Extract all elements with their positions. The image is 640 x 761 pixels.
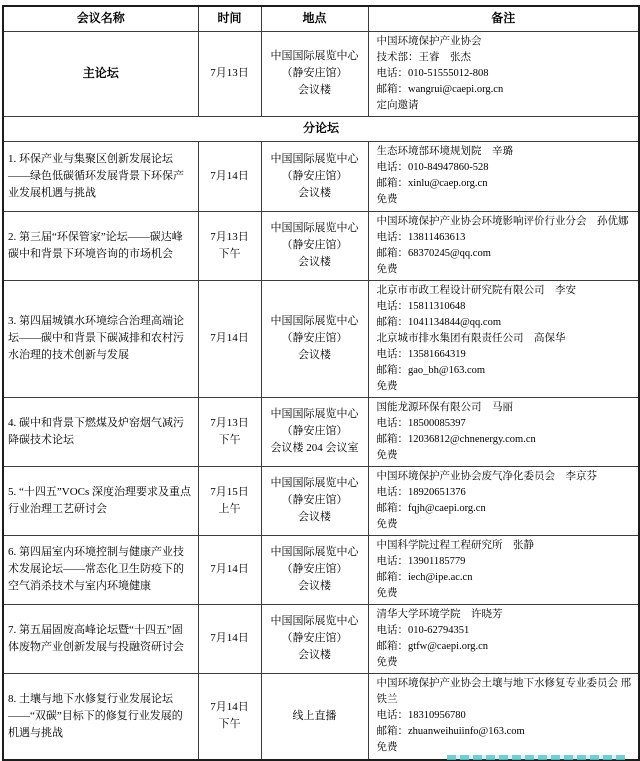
location-line: （静安庄馆） bbox=[281, 425, 348, 437]
cell-forum-name: 3. 第四届城镇水环境综合治理高端论坛——碳中和背景下碳减排和农村污水治理的技术创新与发展 bbox=[3, 280, 198, 397]
cell-location bbox=[261, 141, 368, 211]
remark-line: 邮箱：iech@ipe.ac.cn bbox=[376, 571, 473, 583]
remark-line: 清华大学环境学院 许晓芳 bbox=[376, 608, 503, 620]
cell-time bbox=[198, 141, 261, 211]
cell-remarks bbox=[368, 397, 639, 466]
remark-line: 邮箱：wangrui@caepi.org.cn bbox=[376, 83, 504, 95]
cell-location bbox=[261, 466, 368, 535]
location-line: 会议楼 bbox=[298, 256, 331, 268]
cell-forum-name: 8. 土壤与地下水修复行业发展论坛——“双碳”目标下的修复行业发展的机遇与挑战 bbox=[3, 673, 198, 760]
cell-location bbox=[261, 397, 368, 466]
remark-line: 电话：18920651376 bbox=[376, 486, 466, 498]
location-line: 中国国际展览中心 bbox=[270, 615, 359, 627]
time-line: 下午 bbox=[218, 433, 241, 446]
location-line: 会议楼 bbox=[298, 649, 331, 661]
remark-line: 国能龙源环保有限公司 马丽 bbox=[376, 401, 513, 413]
location-line: 中国国际展览中心 bbox=[270, 315, 359, 327]
remark-line: 电话：010-62794351 bbox=[376, 624, 470, 636]
location-line: 中国国际展览中心 bbox=[270, 408, 359, 420]
time-line: 7月13日 bbox=[210, 67, 249, 79]
remark-line: 电话：13901185779 bbox=[376, 555, 466, 567]
cell-remarks bbox=[368, 211, 639, 280]
table-row bbox=[3, 673, 639, 760]
cell-forum-name: 6. 第四届室内环境控制与健康产业技术发展论坛——常态化卫生防疫下的空气消杀技术与室内环境健康 bbox=[3, 535, 198, 604]
cell-remarks bbox=[368, 535, 639, 604]
table-row bbox=[3, 466, 639, 535]
remark-line: 中国环境保护产业协会环境影响评价行业分会 孙优娜 bbox=[376, 215, 629, 227]
cell-time bbox=[198, 31, 261, 116]
location-line: （静安庄馆） bbox=[281, 67, 348, 79]
location-line: 中国国际展览中心 bbox=[270, 222, 359, 234]
location-line: 会议楼 bbox=[298, 580, 331, 592]
cell-time bbox=[198, 673, 261, 760]
table-row bbox=[3, 604, 639, 673]
location-line: （静安庄馆） bbox=[281, 332, 348, 344]
table-header-row bbox=[3, 6, 639, 31]
time-line: 7月13日 bbox=[210, 230, 249, 243]
location-line: （静安庄馆） bbox=[281, 239, 348, 251]
remark-line: 电话：13581664319 bbox=[376, 348, 466, 360]
remark-line: 中国环境保护产业协会 bbox=[376, 35, 482, 47]
table-row bbox=[3, 211, 639, 280]
cell-forum-name: 2. 第三届“环保管家”论坛——碳达峰碳中和背景下环境咨询的市场机会 bbox=[3, 211, 198, 280]
cell-location bbox=[261, 535, 368, 604]
remark-line: 中国环境保护产业协会废气净化委员会 李京芬 bbox=[376, 470, 597, 482]
time-line: 上午 bbox=[218, 502, 241, 515]
time-line: 7月14日 bbox=[210, 169, 249, 182]
cell-forum-name: 5. “十四五”VOCs 深度治理要求及重点行业治理工艺研讨会 bbox=[3, 466, 198, 535]
cell-forum-name: 主论坛 bbox=[3, 31, 198, 116]
table-row bbox=[3, 141, 639, 211]
header-cell-location: 地点 bbox=[261, 6, 368, 31]
cell-location bbox=[261, 211, 368, 280]
remark-line: 免费 bbox=[376, 263, 398, 275]
remark-line: 电话：13811463613 bbox=[376, 231, 466, 243]
time-line: 7月14日 bbox=[210, 701, 249, 714]
remark-line: 邮箱：12036812@chnenergy.com.cn bbox=[376, 433, 536, 445]
remark-line: 电话：15811310648 bbox=[376, 300, 466, 312]
remark-line: 中国科学院过程工程研究所 张静 bbox=[376, 539, 534, 551]
location-line: 线上直播 bbox=[292, 709, 337, 722]
cell-remarks bbox=[368, 280, 639, 397]
remark-line: 生态环境部环境规划院 辛璐 bbox=[376, 146, 513, 157]
remark-line: 免费 bbox=[376, 449, 398, 461]
cell-location bbox=[261, 31, 368, 116]
remark-line: 邮箱：zhuanweihuiinfo@163.com bbox=[376, 726, 525, 738]
location-line: （静安庄馆） bbox=[281, 494, 348, 506]
remark-line: 电话：010-84947860-528 bbox=[376, 162, 489, 173]
remark-line: 电话：18500085397 bbox=[376, 417, 466, 429]
cell-remarks bbox=[368, 604, 639, 673]
cell-forum-name: 7. 第五届固废高峰论坛暨“十四五”固体废物产业创新发展与投融资研讨会 bbox=[3, 604, 198, 673]
table-row bbox=[3, 397, 639, 466]
cell-time bbox=[198, 535, 261, 604]
cell-time bbox=[198, 466, 261, 535]
remark-line: 定向邀请 bbox=[376, 99, 419, 111]
time-line: 7月13日 bbox=[210, 416, 249, 429]
cell-location bbox=[261, 280, 368, 397]
cell-location bbox=[261, 604, 368, 673]
remark-line: 技术部：王睿 张杰 bbox=[376, 51, 471, 63]
cell-time bbox=[198, 604, 261, 673]
cell-location bbox=[261, 673, 368, 760]
location-line: 中国国际展览中心 bbox=[270, 50, 359, 62]
time-line: 下午 bbox=[218, 718, 241, 731]
location-line: 会议楼 bbox=[298, 511, 331, 523]
remark-line: 北京市市政工程设计研究院有限公司 李安 bbox=[376, 284, 576, 296]
cell-remarks bbox=[368, 673, 639, 760]
remark-line: 电话：010-51555012-808 bbox=[376, 67, 489, 79]
location-line: （静安庄馆） bbox=[281, 169, 348, 182]
table-row bbox=[3, 535, 639, 604]
remark-line: 邮箱：fqjh@caepi.org.cn bbox=[376, 502, 486, 514]
time-line: 7月14日 bbox=[210, 632, 249, 644]
remark-line: 中国环境保护产业协会土壤与地下水修复专业委员会 邢铁兰 bbox=[376, 678, 632, 706]
remark-line: 邮箱：68370245@qq.com bbox=[376, 247, 491, 259]
header-cell-remarks: 备注 bbox=[368, 6, 639, 31]
remark-line: 免费 bbox=[376, 742, 398, 754]
section-label: 分论坛 bbox=[3, 116, 639, 141]
remark-line: 免费 bbox=[376, 656, 398, 668]
remark-line: 邮箱：1041134844@qq.com bbox=[376, 316, 501, 328]
remark-line: 免费 bbox=[376, 518, 398, 530]
table-row bbox=[3, 280, 639, 397]
location-line: 中国国际展览中心 bbox=[270, 477, 359, 489]
cell-time bbox=[198, 211, 261, 280]
location-line: 中国国际展览中心 bbox=[270, 152, 359, 165]
remark-line: 免费 bbox=[376, 380, 398, 392]
location-line: 会议楼 bbox=[298, 186, 331, 199]
remark-line: 北京城市排水集团有限责任公司 高保华 bbox=[376, 332, 566, 344]
cell-time bbox=[198, 397, 261, 466]
location-line: （静安庄馆） bbox=[281, 563, 348, 575]
location-line: 中国国际展览中心 bbox=[270, 546, 359, 558]
section-row bbox=[3, 116, 639, 141]
cell-forum-name: 4. 碳中和背景下燃煤及炉窑烟气减污降碳技术论坛 bbox=[3, 397, 198, 466]
remark-line: 免费 bbox=[376, 587, 398, 599]
cell-remarks bbox=[368, 31, 639, 116]
header-cell-meeting-name: 会议名称 bbox=[3, 6, 198, 31]
watermark-cropped-text bbox=[447, 755, 625, 760]
table-row-main-forum bbox=[3, 31, 639, 116]
remark-line: 邮箱：xinlu@caep.org.cn bbox=[376, 178, 488, 189]
location-line: 会议楼 204 会议室 bbox=[270, 442, 359, 454]
remark-line: 邮箱：gao_bh@163.com bbox=[376, 364, 486, 376]
time-line: 7月14日 bbox=[210, 563, 249, 575]
remark-line: 邮箱：gtfw@caepi.org.cn bbox=[376, 640, 489, 652]
cell-forum-name: 1. 环保产业与集聚区创新发展论坛——绿色低碳循环发展背景下环保产业发展机遇与挑战 bbox=[3, 141, 198, 211]
location-line: 会议楼 bbox=[298, 349, 331, 361]
remark-line: 免费 bbox=[376, 194, 398, 205]
time-line: 下午 bbox=[218, 247, 241, 260]
time-line: 7月14日 bbox=[210, 332, 249, 344]
location-line: 会议楼 bbox=[298, 84, 331, 96]
cell-remarks bbox=[368, 141, 639, 211]
conference-schedule-table bbox=[2, 5, 640, 761]
time-line: 7月15日 bbox=[210, 485, 249, 498]
header-cell-time: 时间 bbox=[198, 6, 261, 31]
remark-line: 电话：18310956780 bbox=[376, 710, 466, 722]
cell-remarks bbox=[368, 466, 639, 535]
location-line: （静安庄馆） bbox=[281, 632, 348, 644]
cell-time bbox=[198, 280, 261, 397]
